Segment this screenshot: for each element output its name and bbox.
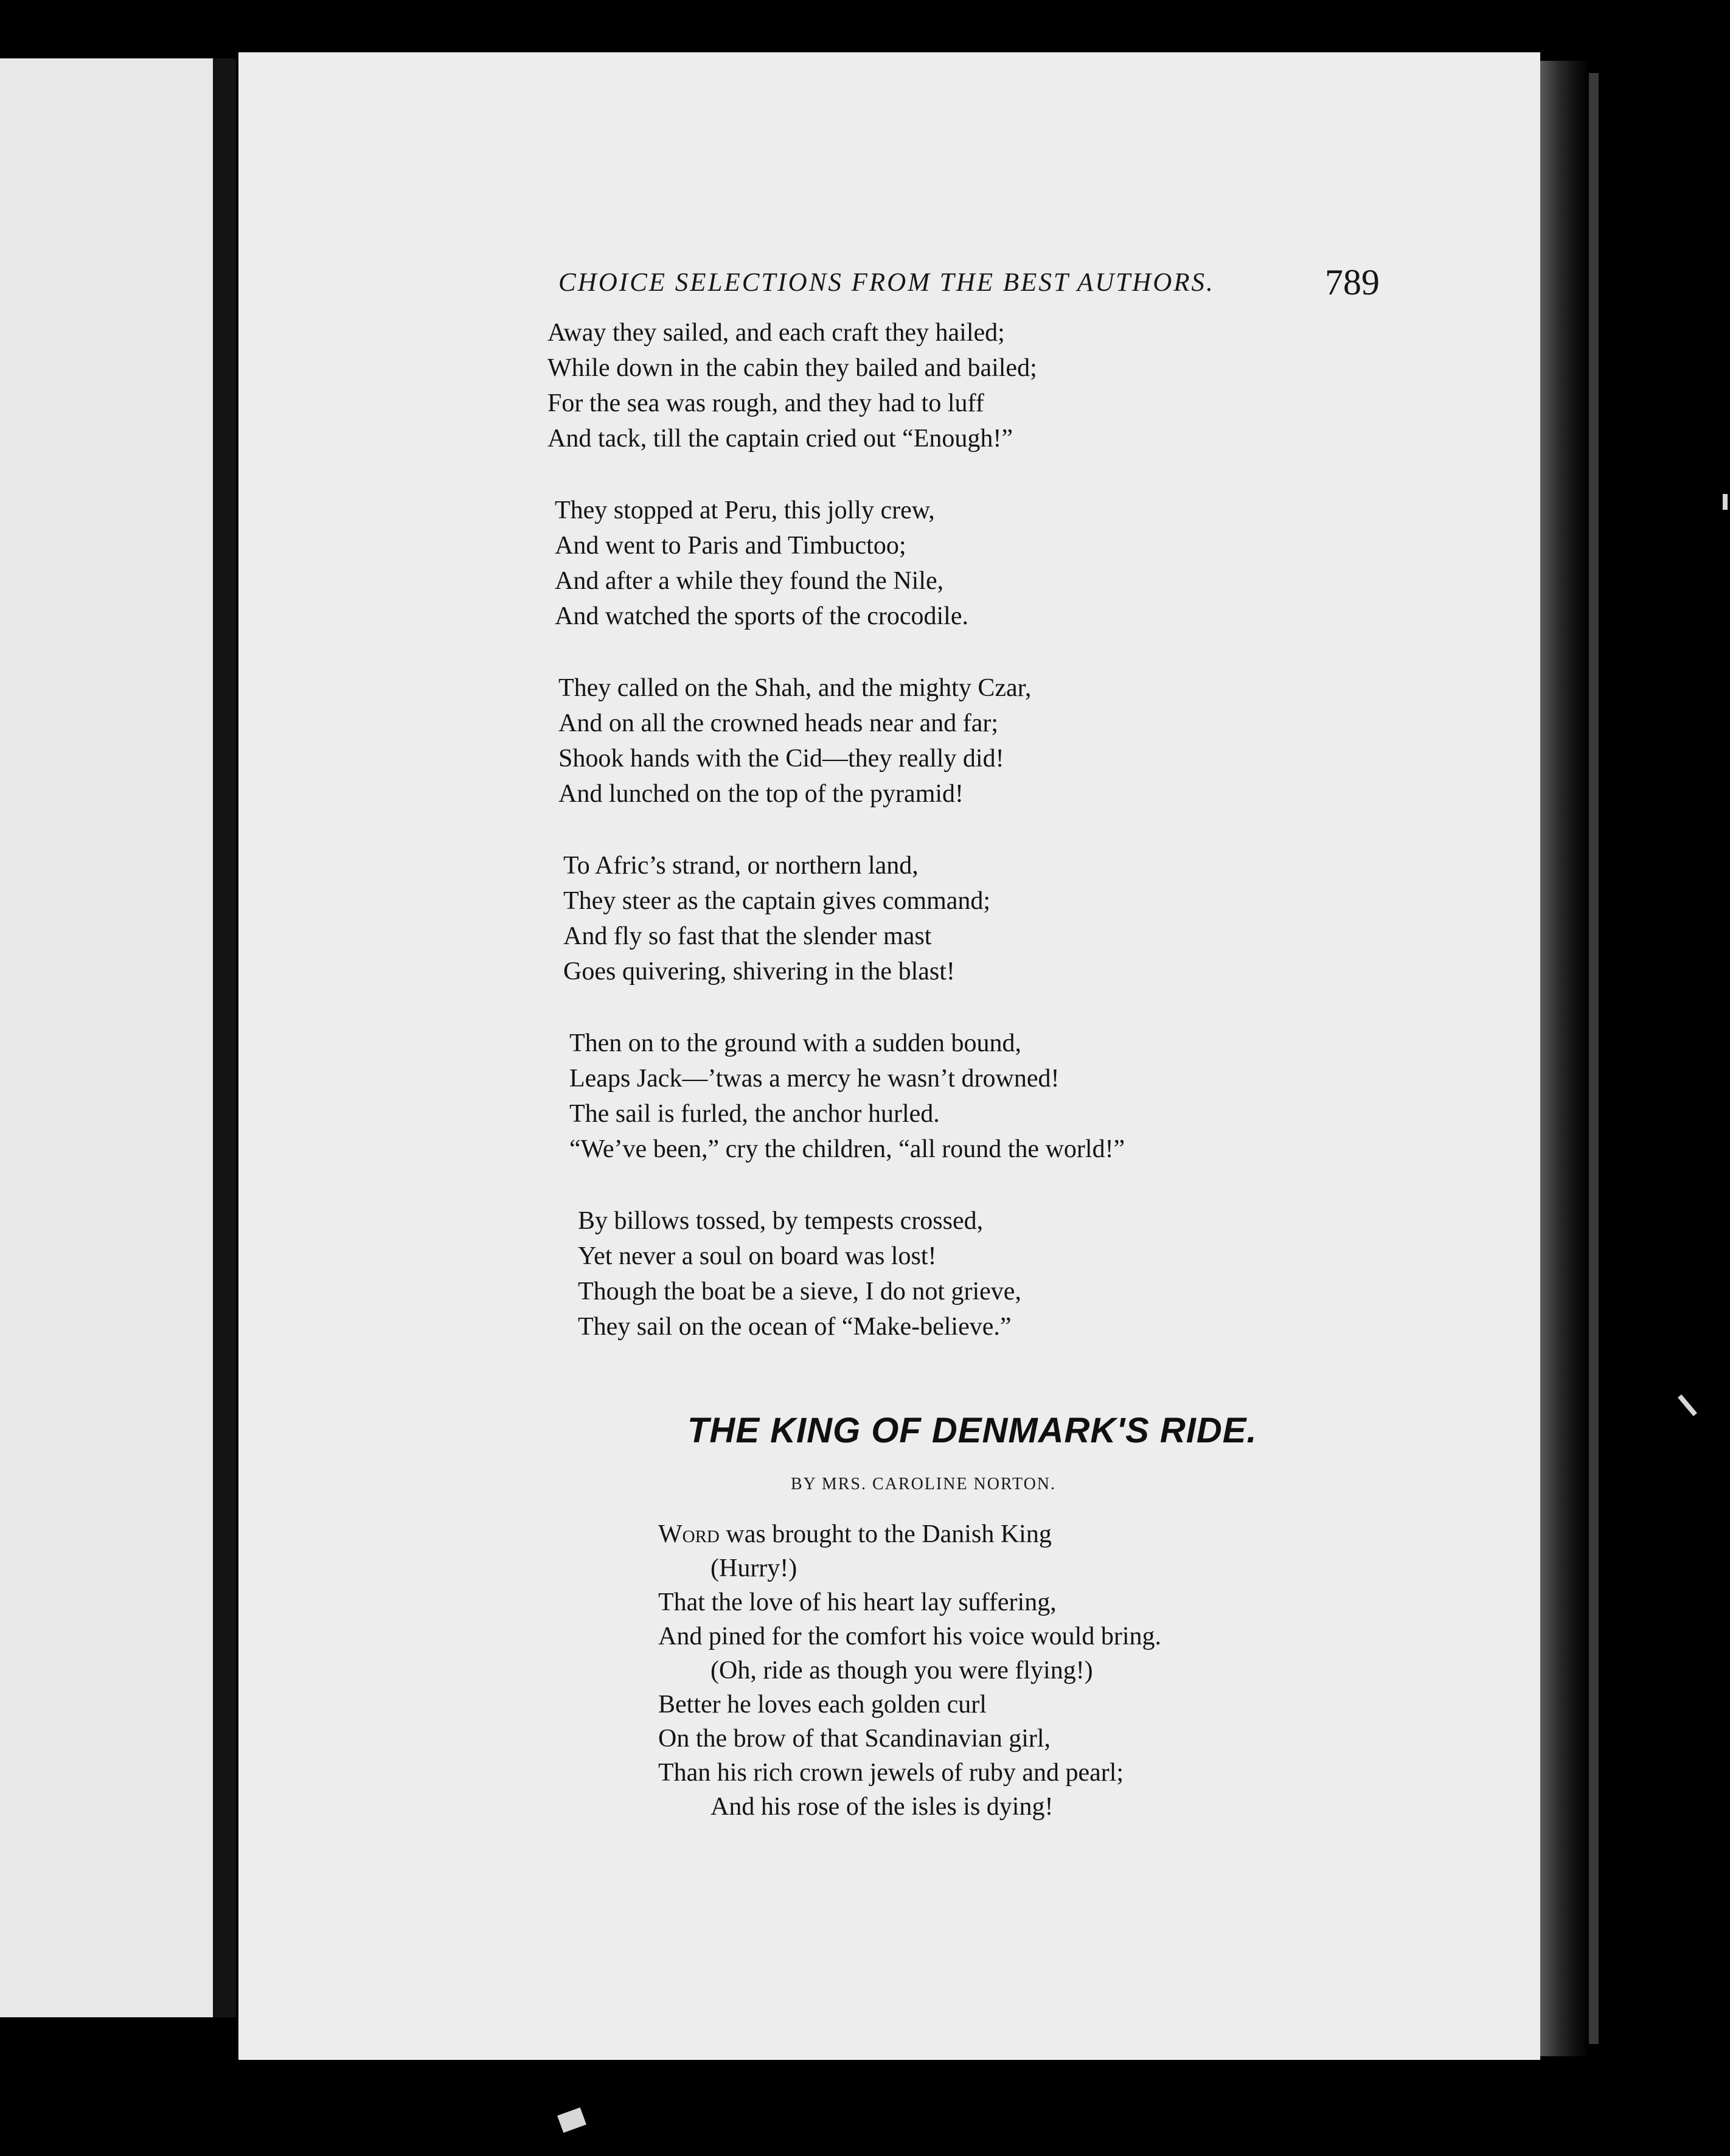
- verse-line: (Oh, ride as though you were flying!): [710, 1657, 1093, 1685]
- running-head-title: CHOICE SELECTIONS FROM THE BEST AUTHORS.: [558, 268, 1215, 297]
- verse-line: While down in the cabin they bailed and bailed;: [547, 354, 1037, 382]
- running-head: [558, 262, 1422, 308]
- verse-line: The sail is furled, the anchor hurled.: [569, 1100, 940, 1128]
- verse-line: They called on the Shah, and the mighty Czar,: [558, 674, 1032, 702]
- verse-line: And his rose of the isles is dying!: [710, 1793, 1054, 1821]
- page-number: 789: [1325, 262, 1380, 302]
- stanza: [547, 493, 1338, 634]
- verse-line: On the brow of that Scandinavian girl,: [658, 1725, 1051, 1753]
- verse-line: Shook hands with the Cid—they really did!: [558, 745, 1004, 773]
- verse-line: They sail on the ocean of “Make-believe.”: [578, 1313, 1012, 1341]
- book-gutter: [213, 58, 236, 2017]
- verse-line: (Hurry!): [710, 1554, 797, 1582]
- verse-line: And watched the sports of the crocodile.: [555, 602, 968, 630]
- verse-line: And tack, till the captain cried out “Enough!”: [547, 425, 1013, 453]
- verse-line: And pined for the comfort his voice would bring.: [658, 1622, 1161, 1650]
- verse-line: Better he loves each golden curl: [658, 1691, 987, 1719]
- page-edge: [1540, 61, 1589, 2056]
- verse-line: Away they sailed, and each craft they hailed;: [547, 319, 1005, 347]
- author-byline: BY MRS. CAROLINE NORTON.: [791, 1475, 1057, 1494]
- verse-line: And lunched on the top of the pyramid!: [558, 780, 964, 808]
- stanza: [547, 1026, 1338, 1167]
- scan-speck: [1678, 1394, 1697, 1416]
- scan-speck: [1723, 494, 1728, 510]
- left-page: [0, 58, 213, 2017]
- section-title: THE KING OF DENMARK'S RIDE.: [687, 1411, 1257, 1450]
- scan-speck: [557, 2107, 586, 2133]
- verse-line: Though the boat be a sieve, I do not grieve,: [578, 1278, 1021, 1306]
- opening-line-rest: was brought to the Danish King: [719, 1520, 1052, 1548]
- verse-line: They steer as the captain gives command;: [563, 887, 991, 915]
- verse-line: They stopped at Peru, this jolly crew,: [555, 496, 935, 524]
- verse-line: And on all the crowned heads near and far;: [558, 709, 999, 737]
- opening-word: Word: [658, 1520, 720, 1548]
- verse-line: Yet never a soul on board was lost!: [578, 1242, 937, 1270]
- verse-line: [658, 1517, 1327, 1551]
- verse-line: For the sea was rough, and they had to luff: [547, 389, 984, 417]
- stanza: [547, 1203, 1338, 1344]
- stanza: [547, 848, 1338, 989]
- verse-line: Than his rich crown jewels of ruby and pearl;: [658, 1759, 1124, 1787]
- verse-line: And fly so fast that the slender mast: [563, 922, 932, 950]
- verse-line: “We’ve been,” cry the children, “all round the world!”: [569, 1135, 1125, 1163]
- poem-body: [658, 1517, 1327, 1824]
- verse-line: Goes quivering, shivering in the blast!: [563, 958, 955, 986]
- verse-line: And after a while they found the Nile,: [555, 567, 944, 595]
- page-edge-shadow: [1589, 73, 1599, 2044]
- poem-stanzas: [547, 315, 1338, 1381]
- verse-line: Then on to the ground with a sudden bound,: [569, 1029, 1022, 1057]
- stanza: [547, 315, 1338, 456]
- verse-line: By billows tossed, by tempests crossed,: [578, 1207, 984, 1235]
- verse-line: Leaps Jack—’twas a mercy he wasn’t drowned!: [569, 1065, 1060, 1093]
- verse-line: To Afric’s strand, or northern land,: [563, 852, 919, 880]
- stanza: [547, 670, 1338, 812]
- verse-line: That the love of his heart lay suffering,: [658, 1588, 1057, 1616]
- verse-line: And went to Paris and Timbuctoo;: [555, 532, 906, 560]
